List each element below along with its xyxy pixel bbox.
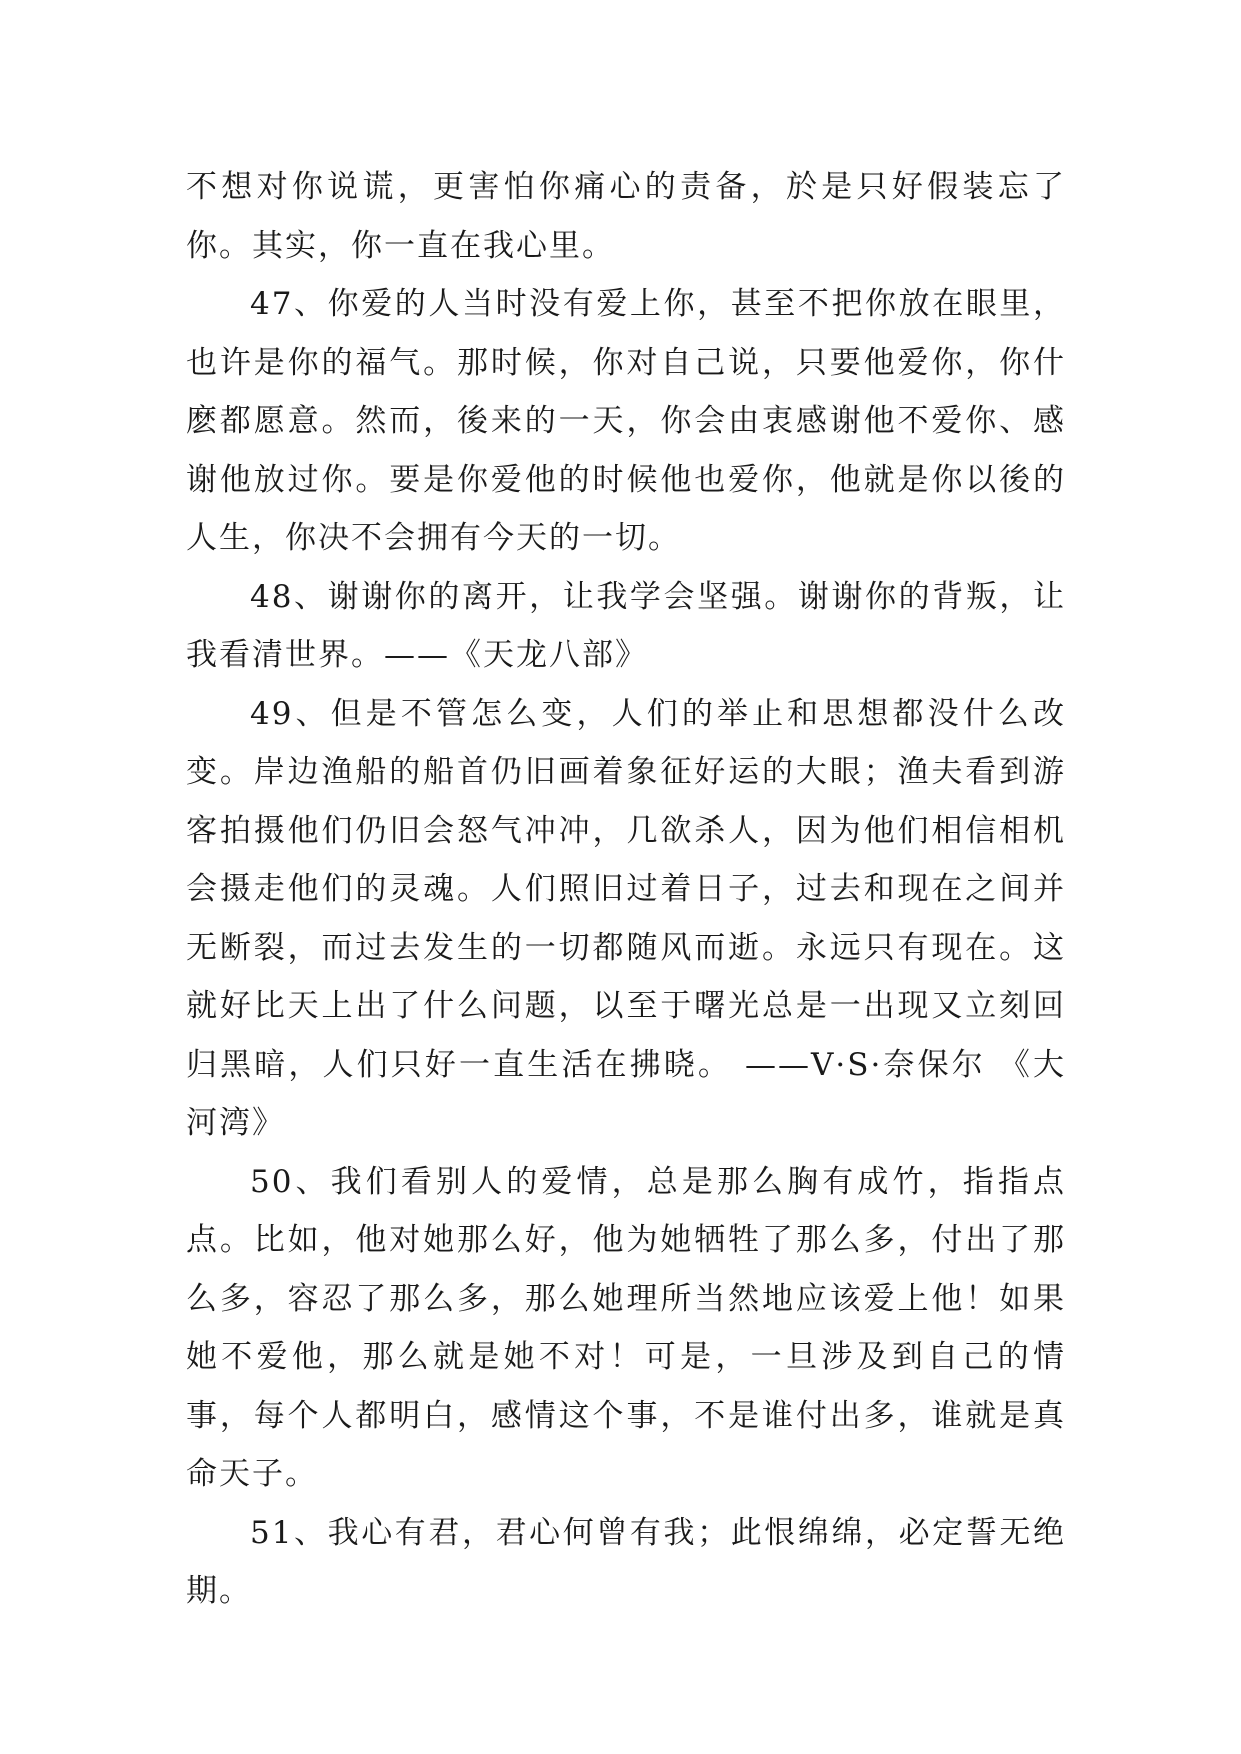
paragraph-49: 49、但是不管怎么变，人们的举止和思想都没什么改变。岸边渔船的船首仍旧画着象征好运的大眼；渔夫看到游客拍摄他们仍旧会怒气冲冲，几欲杀人，因为他们相信相机会摄走他们的灵魂。人们照旧过着日子，过去和现在之间并无断裂，而过去发生的一切都随风而逝。永远只有现在。这就好比天上出了什么问题，以至于曙光总是一出现又立刻回归黑暗，人们只好一直生活在拂晓。 ——V·S·奈保尔 《大河湾》 [186, 695, 1066, 1141]
body-text [186, 158, 1066, 1621]
paragraph-47: 47、你爱的人当时没有爱上你，甚至不把你放在眼里，也许是你的福气。那时候，你对自己说，只要他爱你，你什麽都愿意。然而，後来的一天，你会由衷感谢他不爱你、感谢他放过你。要是你爱他的时候他也爱你，他就是你以後的人生，你决不会拥有今天的一切。 [186, 286, 1066, 556]
paragraph-48: 48、谢谢你的离开，让我学会坚强。谢谢你的背叛，让我看清世界。——《天龙八部》 [186, 578, 1066, 673]
paragraph-51: 51、我心有君，君心何曾有我；此恨绵绵，必定誓无绝期。 [186, 1514, 1066, 1609]
paragraph-50: 50、我们看别人的爱情，总是那么胸有成竹，指指点点。比如，他对她那么好，他为她牺牲了那么多，付出了那么多，容忍了那么多，那么她理所当然地应该爱上他！如果她不爱他，那么就是她不对！可是，一旦涉及到自己的情事，每个人都明白，感情这个事，不是谁付出多，谁就是真命天子。 [186, 1163, 1066, 1492]
paragraph-continued: 不想对你说谎，更害怕你痛心的责备，於是只好假装忘了你。其实，你一直在我心里。 [186, 169, 1066, 264]
